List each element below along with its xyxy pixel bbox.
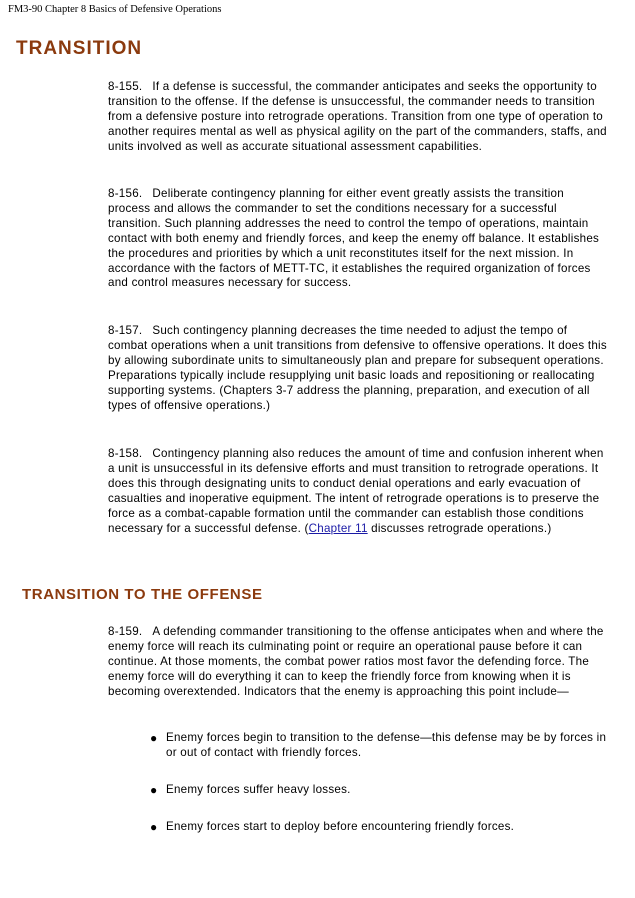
paragraph-text: A defending commander transitioning to the offense anticipates when and where the enemy force will reach its culminating point or require an operational pause before it can continue. At those moments, the combat power ratios most favor the defending force. The enemy force will do everything it can to keep the friendly force from knowing when it is becoming overextended. Indicators that the enemy is approaching this point include— xyxy=(108,625,604,698)
paragraph-text: Deliberate contingency planning for either event greatly assists the transition process and allows the commander to set the conditions necessary for a successful transition. Such planning addresses the need to control the tempo of operations, maintain contact with both enemy and friendly forces, and keep the enemy off balance. It establishes the procedures and priorities by which a unit reconstitutes itself for the next mission. In accordance with the factors of METT-TC, it establishes the required organization of forces and control measures necessary for success. xyxy=(108,187,600,290)
bullet-icon: ● xyxy=(150,731,158,745)
paragraph-text: Such contingency planning decreases the time needed to adjust the tempo of combat operations when a unit transitions from defensive to offensive operations. It does this by allowing subordinate units to simultaneously plan and prepare for subsequent operations. Preparations typically include resupplying unit basic loads and repositioning or reallocating supporting systems. (Chapters 3-7 address the planning, preparation, and execution of all types of offensive operations.) xyxy=(108,324,607,412)
list-item-text: Enemy forces start to deploy before encountering friendly forces. xyxy=(166,819,515,833)
chapter-11-link[interactable]: Chapter 11 xyxy=(308,521,368,535)
paragraph-number: 8-155. xyxy=(108,80,143,93)
paragraph-8-158 xyxy=(108,447,608,536)
paragraph-8-156 xyxy=(108,187,608,291)
section-heading-transition: TRANSITION xyxy=(16,38,143,59)
paragraph-number: 8-158. xyxy=(108,447,143,460)
bullet-icon: ● xyxy=(150,782,158,797)
paragraph-number: 8-157. xyxy=(108,324,143,337)
section-heading-transition-to-offense: TRANSITION TO THE OFFENSE xyxy=(22,586,263,603)
paragraph-text: If a defense is successful, the commander anticipates and seeks the opportunity to transition to the offense. If the defense is unsuccessful, the commander needs to transition from a defensive posture into retrograde operations. Transition from one type of operation to another requires mental as well as physical agility on the part of the commanders, staffs, and units involved as well as accurate situational assessment capabilities. xyxy=(108,80,607,153)
list-item xyxy=(150,783,610,798)
paragraph-8-155 xyxy=(108,80,608,155)
paragraph-text: Contingency planning also reduces the amount of time and confusion inherent when a unit is unsuccessful in its defensive efforts and must transition to retrograde operations. It does this through designating units to conduct denial operations and early evacuation of casualties and inoperative equipment. The intent of retrograde operations is to preserve the force as a combat-capable formation until the commander can establish those conditions necessary for a successful defense. ( xyxy=(108,447,604,535)
list-item xyxy=(150,820,610,835)
paragraph-number: 8-159. xyxy=(108,625,143,638)
paragraph-8-157 xyxy=(108,324,608,413)
list-item xyxy=(150,731,610,761)
list-item-text: Enemy forces begin to transition to the defense—this defense may be by forces in or out of contact with friendly forces. xyxy=(166,731,607,759)
paragraph-8-159 xyxy=(108,625,608,700)
bullet-icon: ● xyxy=(150,819,158,834)
paragraph-number: 8-156. xyxy=(108,187,143,200)
list-item-text: Enemy forces suffer heavy losses. xyxy=(166,782,351,796)
page-header: FM3-90 Chapter 8 Basics of Defensive Operations xyxy=(8,4,222,15)
paragraph-text-tail: discusses retrograde operations.) xyxy=(367,521,552,535)
indicator-list xyxy=(150,731,610,835)
